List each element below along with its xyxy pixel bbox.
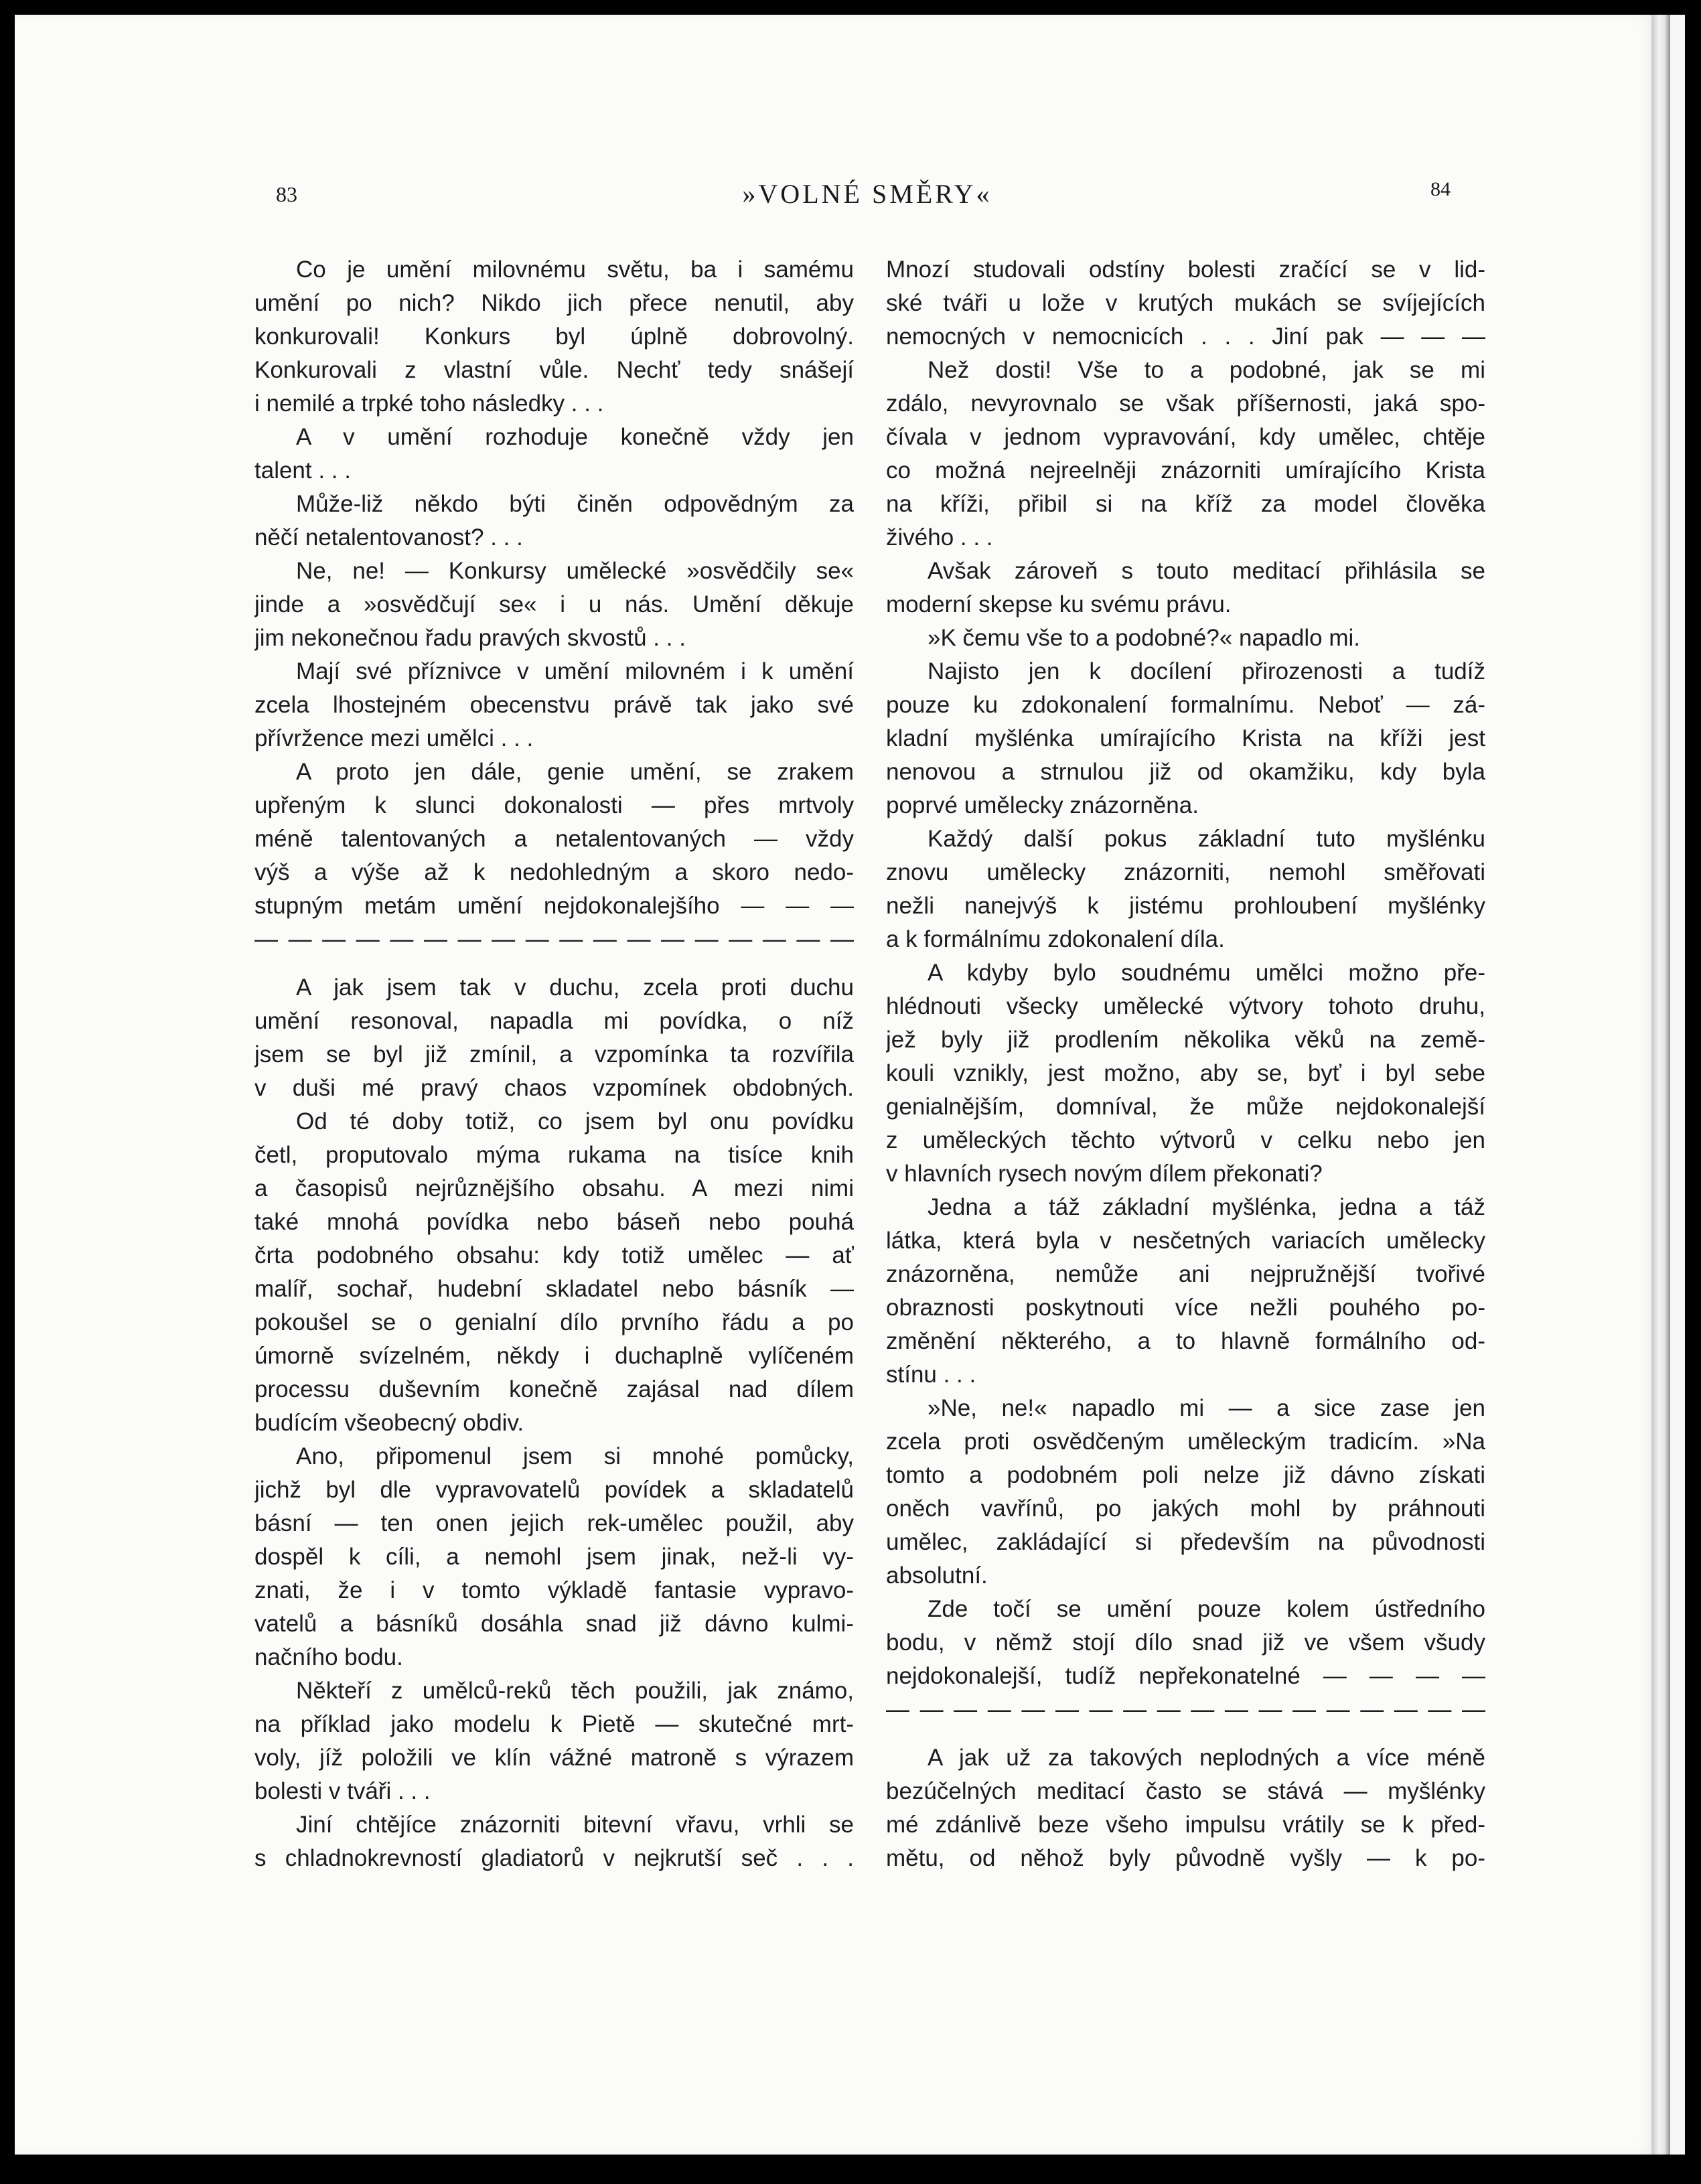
text-line: malíř, sochař, hudební skladatel nebo básník — [254,1276,854,1302]
text-line: s chladnokrevností gladiatorů v nejkrutší seč . . . [254,1845,854,1871]
text-line: znati, že i v tomto výkladě fantasie vypravo- [254,1577,854,1603]
text-line: upřeným k slunci dokonalosti — přes mrtvoly [254,792,854,818]
text-line: nežli nanejvýš k jistému prohloubení myšlénky [886,893,1485,919]
text-line: vatelů a básníků dosáhla snad již dávno kulmi- [254,1611,854,1637]
text-line: umění po nich? Nikdo jich přece nenutil, aby [254,290,854,316]
page-edge [1670,15,1685,2155]
text-line: ské tváři u lože v krutých mukách se svíjejících [886,290,1485,316]
text-line: živého . . . [886,524,993,551]
text-line: A proto jen dále, genie umění, se zrakem [296,759,854,785]
text-line: také mnohá povídka nebo báseň nebo pouhá [254,1209,854,1235]
text-line: nejdokonalejší, tudíž nepřekonatelné — — — — [886,1663,1485,1689]
text-line: hlédnouti všecky umělecké výtvory tohoto druhu, [886,993,1485,1019]
text-line: jichž byl dle vypravovatelů povídek a skladatelů [254,1477,854,1503]
text-line: Každý další pokus základní tuto myšlénku [928,826,1485,852]
text-line: dospěl k cíli, a nemohl jsem jinak, než-li vy- [254,1544,854,1570]
text-line: změnění některého, a to hlavně formálního od- [886,1328,1485,1354]
text-line: obraznosti poskytnouti více nežli pouhého po- [886,1295,1485,1321]
book-gutter [1651,15,1670,2155]
left-page-number: 83 [276,182,297,206]
text-line: i nemilé a trpké toho následky . . . [254,390,604,417]
text-line: Co je umění milovnému světu, ba i samému [296,257,854,283]
text-line: nemocných v nemocnicích . . . Jiní pak — — — [886,323,1485,350]
right-text-column [886,253,1485,1875]
text-line: v hlavních rysech novým dílem překonati? [886,1161,1323,1187]
text-line: na příklad jako modelu k Pietě — skutečné mrt- [254,1711,854,1737]
text-line: umění resonoval, napadla mi povídka, o níž [254,1008,854,1034]
text-line: něčí netalentovanost? . . . [254,524,523,551]
text-line: na kříži, přibil si na kříž za model člověka [886,491,1485,517]
text-line: A v umění rozhoduje konečně vždy jen [296,424,854,450]
text-line: básní — ten onen jejich rek-umělec použil, aby [254,1510,854,1536]
right-page-number: 84 [1430,178,1451,200]
text-line: absolutní. [886,1562,988,1589]
text-line: mětu, od něhož byly původně vyšly — k po- [886,1845,1485,1871]
text-line: genialnějším, domníval, že může nejdokonalejší [886,1094,1485,1120]
text-line: pokoušel se o genialní dílo prvního řádu a po [254,1309,854,1335]
text-line: Jiní chtějíce znázorniti bitevní vřavu, vrhli se [296,1812,854,1838]
text-line: A jak jsem tak v duchu, zcela proti duchu [296,974,854,1001]
text-line: Než dosti! Vše to a podobné, jak se mi [928,357,1485,383]
text-line: Zde točí se umění pouze kolem ústředního [928,1596,1485,1622]
text-line: zdálo, nevyrovnalo se však příšernosti, jaká spo- [886,390,1485,417]
text-line: Konkurovali z vlastní vůle. Nechť tedy snášejí [254,357,854,383]
text-line: co možná nejreelněji znázorniti umírajícího Krista [886,457,1485,484]
text-line: »Ne, ne!« napadlo mi — a sice zase jen [928,1395,1485,1421]
text-line: čívala v jednom vypravování, kdy umělec, chtěje [886,424,1485,450]
text-line: — — — — — — — — — — — — — — — — — — [254,926,854,952]
text-line: stínu . . . [886,1362,976,1388]
text-line: zcela lhostejném obecenstvu právě tak jako své [254,692,854,718]
text-line: Jedna a táž základní myšlénka, jedna a táž [928,1194,1485,1220]
text-line: Někteří z umělců-reků těch použili, jak známo, [296,1678,854,1704]
text-line: konkurovali! Konkurs byl úplně dobrovolný. [254,323,854,350]
text-line: zcela proti osvědčeným uměleckým tradicím. »Na [886,1429,1485,1455]
section-gap [886,1727,1485,1741]
text-line: a časopisů nejrůznějšího obsahu. A mezi nimi [254,1175,854,1202]
text-line: znovu umělecky znázorniti, nemohl směřovati [886,859,1485,885]
text-line: bezúčelných meditací často se stává — myšlénky [886,1778,1485,1804]
text-line: Mnozí studovali odstíny bolesti zračící se v lid- [886,257,1485,283]
text-line: tomto a podobném poli nelze již dávno získati [886,1462,1485,1488]
text-line: v duši mé pravý chaos vzpomínek obdobných. [254,1075,854,1101]
text-line: črta podobného obsahu: kdy totiž umělec — ať [254,1242,854,1268]
text-line: méně talentovaných a netalentovaných — vždy [254,826,854,852]
text-line: úmorně svízelném, někdy i duchaplně vylíčeném [254,1343,854,1369]
text-line: znázorněna, nemůže ani nejpružnější tvořivé [886,1261,1485,1287]
text-line: bodu, v němž stojí dílo snad již ve všem všudy [886,1629,1485,1656]
left-text-column [254,253,854,1875]
text-line: »K čemu vše to a podobné?« napadlo mi. [928,625,1360,651]
text-line: Může-liž někdo býti činěn odpovědným za [296,491,854,517]
text-line: kladní myšlénka umírajícího Krista na kříži jest [886,725,1485,751]
text-line: látka, která byla v nesčetných variacích umělecky [886,1228,1485,1254]
text-line: jsem se byl již zmínil, a vzpomínka ta rozvířila [254,1041,854,1068]
text-line: voly, jíž položili ve klín vážné matroně s výrazem [254,1745,854,1771]
text-line: Mají své příznivce v umění milovném i k umění [296,658,854,684]
text-line: Od té doby totiž, co jsem byl onu povídku [296,1108,854,1135]
text-line: mé zdánlivě beze všeho impulsu vrátily se k před- [886,1812,1485,1838]
text-line: — — — — — — — — — — — — — — — — — — [886,1696,1485,1723]
text-line: četl, proputovalo mýma rukama na tisíce knih [254,1142,854,1168]
text-line: načního bodu. [254,1644,403,1670]
text-line: pouze ku zdokonalení formalnímu. Neboť — zá- [886,692,1485,718]
section-gap [254,956,854,971]
text-line: moderní skepse ku svému právu. [886,591,1232,617]
text-line: jež byly již prodlením několika věků na země- [886,1027,1485,1053]
text-line: poprvé umělecky znázorněna. [886,792,1199,818]
text-line: processu duševním konečně zajásal nad dílem [254,1376,854,1402]
text-line: talent . . . [254,457,351,484]
text-line: Ne, ne! — Konkursy umělecké »osvědčily se« [296,558,854,584]
text-line: přívržence mezi umělci . . . [254,725,534,751]
text-line: a k formálnímu zdokonalení díla. [886,926,1225,952]
text-line: Avšak zároveň s touto meditací přihlásila se [928,558,1485,584]
text-line: jinde a »osvědčují se« i u nás. Umění děkuje [254,591,854,617]
text-line: Najisto jen k docílení přirozenosti a tudíž [928,658,1485,684]
text-line: bolesti v tváři . . . [254,1778,431,1804]
text-line: z uměleckých těchto výtvorů v celku nebo jen [886,1127,1485,1153]
text-line: nenovou a strnulou již od okamžiku, kdy byla [886,759,1485,785]
text-line: A kdyby bylo soudnému umělci možno pře- [928,960,1485,986]
text-line: jim nekonečnou řadu pravých skvostů . . . [254,625,686,651]
text-line: výš a výše až k nedohledným a skoro nedo- [254,859,854,885]
text-line: A jak už za takových neplodných a více méně [928,1745,1485,1771]
text-line: kouli vznikly, jest možno, aby se, byť i byl sebe [886,1060,1485,1086]
running-title: »VOLNÉ SMĚRY« [742,179,992,209]
text-line: stupným metám umění nejdokonalejšího — — — [254,893,854,919]
text-line: budícím všeobecný obdiv. [254,1410,524,1436]
text-line: oněch vavřínů, po jakých mohl by práhnouti [886,1496,1485,1522]
text-line: Ano, připomenul jsem si mnohé pomůcky, [296,1443,854,1469]
text-line: umělec, zakládající si především na původnosti [886,1529,1485,1555]
